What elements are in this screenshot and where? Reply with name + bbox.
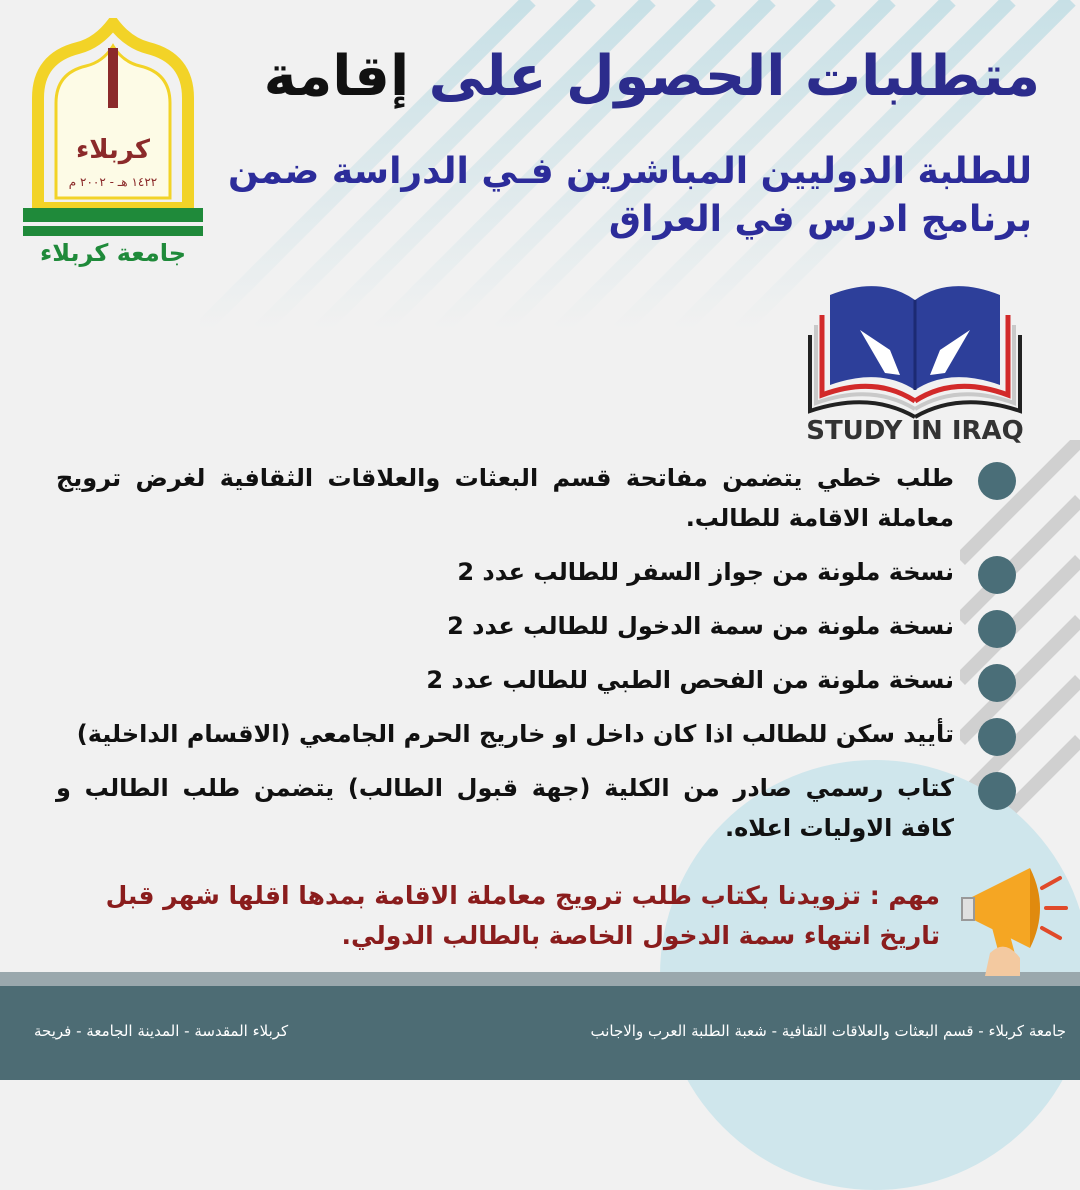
bullet-icon: [978, 664, 1016, 702]
bullet-icon: [978, 610, 1016, 648]
bullet-icon: [978, 718, 1016, 756]
bullet-icon: [978, 462, 1016, 500]
title-emphasis: إقامة: [263, 44, 410, 109]
svg-text:كربلاء: كربلاء: [75, 135, 151, 165]
study-in-iraq-logo: [790, 255, 1040, 445]
list-item: كتاب رسمي صادر من الكلية (جهة قبول الطالب) يتضمن طلب الطالب و كافة الاوليات اعلاه.: [56, 768, 1016, 848]
requirements-list: [56, 458, 1016, 862]
study-logo-text: STUDY IN IRAQ: [806, 416, 1024, 445]
list-item: نسخة ملونة من جواز السفر للطالب عدد 2: [56, 552, 1016, 592]
important-notice: مهم : تزويدنا بكتاب طلب ترويج معاملة الاقامة بمدها اقلها شهر قبل تاريخ انتهاء سمة الدخول الخاصة بالطالب الدولي.: [105, 881, 940, 950]
megaphone-icon: [960, 858, 1070, 978]
logo-year: ١٤٢٢ هـ - ٢٠٠٢ م: [68, 175, 158, 189]
page-subtitle: للطلبة الدوليين المباشرين فـي الدراسة ضمن برنامج ادرس في العراق: [228, 151, 1032, 240]
bullet-icon: [978, 772, 1016, 810]
page-title: [180, 42, 1040, 112]
list-item: نسخة ملونة من الفحص الطبي للطالب عدد 2: [56, 660, 1016, 700]
list-item: نسخة ملونة من سمة الدخول للطالب عدد 2: [56, 606, 1016, 646]
title-main: متطلبات الحصول على: [428, 44, 1040, 109]
list-item: طلب خطي يتضمن مفاتحة قسم البعثات والعلاقات الثقافية لغرض ترويج معاملة الاقامة للطالب.: [56, 458, 1016, 538]
footer-department: جامعة كربلاء - قسم البعثات والعلاقات الثقافية - شعبة الطلبة العرب والاجانب: [590, 1022, 1066, 1040]
bullet-icon: [978, 556, 1016, 594]
footer-address: كربلاء المقدسة - المدينة الجامعة - فريحة: [34, 1022, 289, 1040]
footer-divider: [0, 972, 1080, 986]
footer: [0, 986, 1080, 1080]
list-item: تأييد سكن للطالب اذا كان داخل او خاريج الحرم الجامعي (الاقسام الداخلية): [56, 714, 1016, 754]
logo-university-name: جامعة كربلاء: [39, 239, 187, 267]
